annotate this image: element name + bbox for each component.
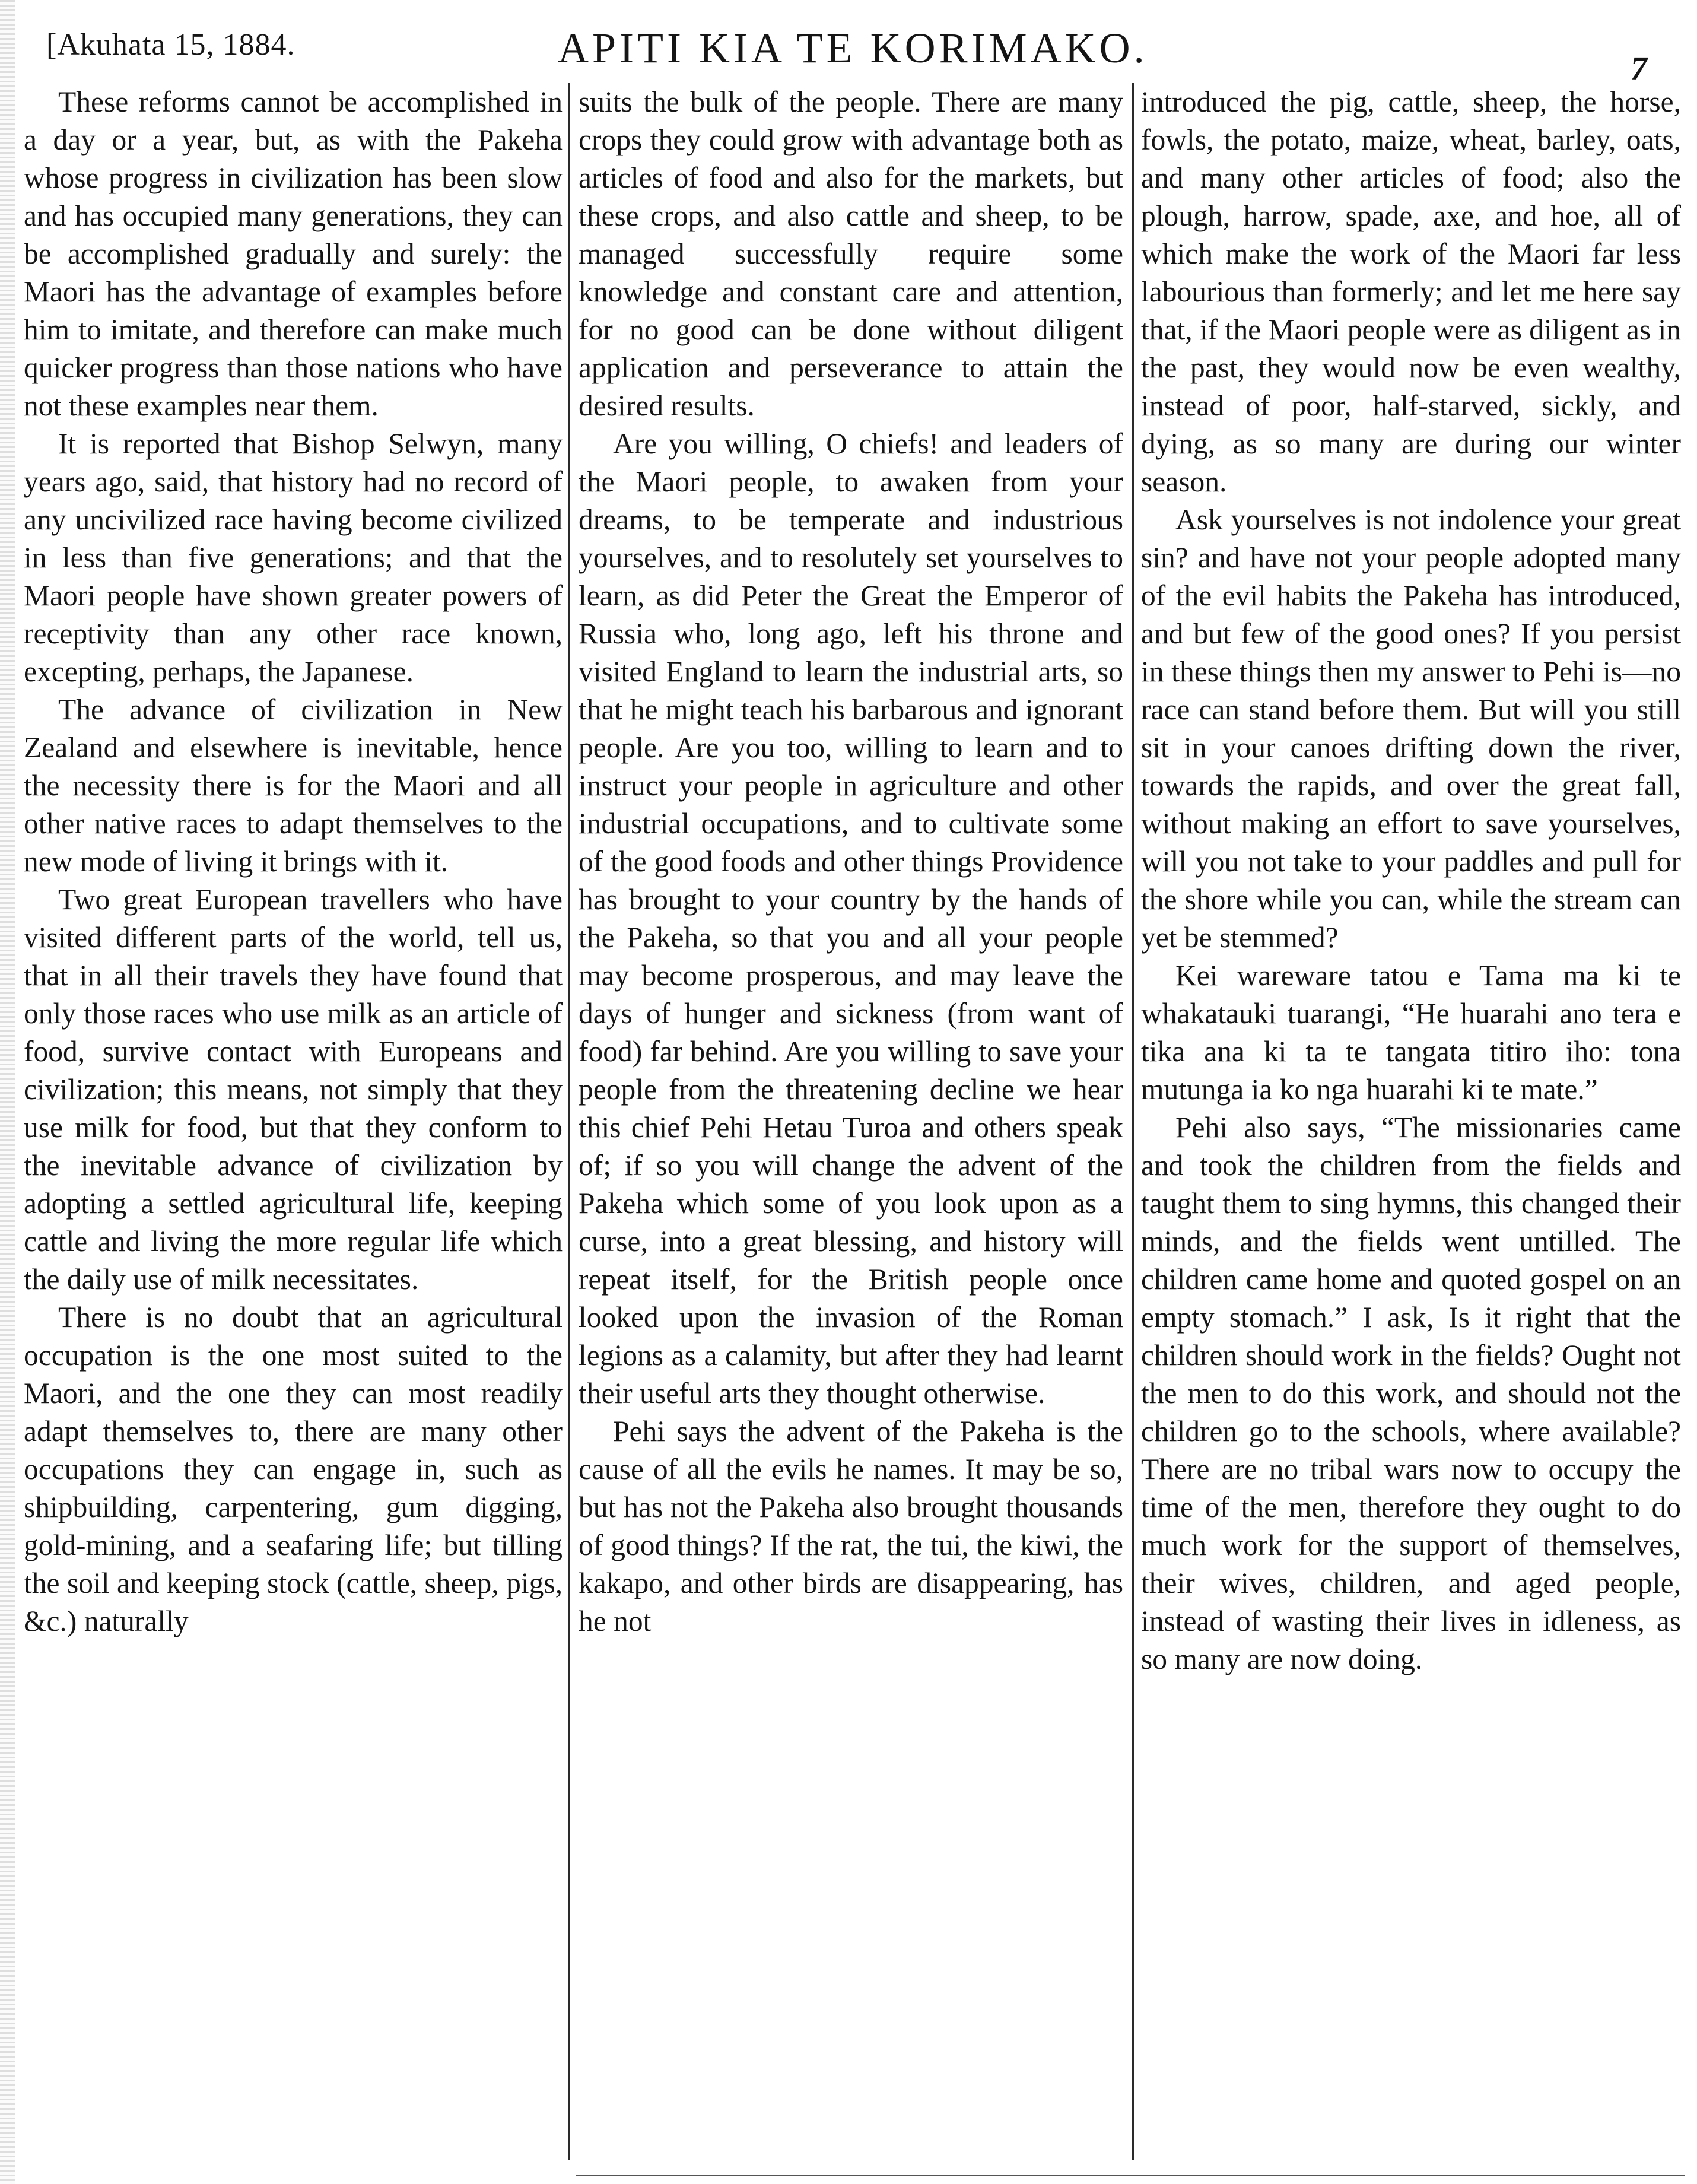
paragraph: Ask yourselves is not indolence your great sin? and have not your people adopted many of the evil habits the Pakeha has introduced, and but few of the good ones? If you persist in these things then my answer to Pehi is—no race can stand before them. But will you still sit in your canoes drifting down the river, towards the rapids, and over the great fall, without making an effort to save yourselves, will you not take to your paddles and pull for the shore while you can, while the stream can yet be stemmed?	[1141, 503, 1681, 954]
paragraph: There is no doubt that an agricultural occupation is the one most suited to the Maori, and the one they can most readily adapt themselves to, there are many other occupations they can engage in, such as shipbuilding, carpentering, gum digging, gold-mining, and a seafaring life; but tilling the soil and keeping stock (cattle, sheep, pigs, &c.) naturally	[24, 1301, 563, 1637]
text-column-2	[579, 83, 1123, 2160]
paragraph: Two great European travellers who have visited different parts of the world, tell us, that in all their travels they have found that only those races who use milk as an article of food, survive contact with Europeans and civilization; this means, not simply that they use milk for food, but that they conform to the inevitable advance of civilization by adopting a settled agricultural life, keeping cattle and living the more regular life which the daily use of milk necessitates.	[24, 883, 563, 1296]
paragraph: Are you willing, O chiefs! and leaders of the Maori people, to awaken from your dreams, to be temperate and industrious yourselves, and to resolutely set yourselves to learn, as did Peter the Great the Emperor of Russia who, long ago, left his throne and visited England to learn the industrial arts, so that he might teach his barbarous and ignorant people. Are you too, willing to learn and to instruct your people in agriculture and other industrial occupations, and to cultivate some of the good foods and other things Providence has brought to your country by the hands of the Pakeha, so that you and all your people may become prosperous, and may leave the days of hunger and sickness (from want of food) far behind. Are you willing to save your people from the threatening decline we hear this chief Pehi Hetau Turoa and others speak of; if so you will change the advent of the Pakeha which some of you look upon as a curse, into a great blessing, and history will repeat itself, for the British people once looked upon the invasion of the Roman legions as a calamity, but after they had learnt their useful arts they thought otherwise.	[579, 427, 1123, 1410]
bottom-rule	[576, 2175, 1685, 2176]
paragraph: introduced the pig, cattle, sheep, the horse, fowls, the potato, maize, wheat, barley, oats, and many other articles of food; also the plough, harrow, spade, axe, and hoe, all of which make the work of the Maori far less labourious than formerly; and let me here say that, if the Maori people were as diligent as in the past, they would now be even wealthy, instead of poor, half-starved, sickly, and dying, as so many are during our winter season.	[1141, 85, 1681, 498]
column-rule	[1132, 83, 1134, 2160]
paragraph: The advance of civilization in New Zealand and elsewhere is inevitable, hence the necessity there is for the Maori and all other native races to adapt themselves to the new mode of living it brings with it.	[24, 693, 563, 878]
paragraph: Pehi also says, “The missionaries came and took the children from the fields and taught them to sing hymns, this changed their minds, and the fields went untilled. The children came home and quoted gospel on an empty stomach.” I ask, Is it right that the children should work in the fields? Ought not the men to do this work, and should not the children go to the schools, where available? There are no tribal wars now to occupy the time of the men, therefore they ought to do much work for the support of themselves, their wives, children, and aged people, instead of wasting their lives in idleness, as so many are now doing.	[1141, 1111, 1681, 1675]
text-column-1	[24, 83, 563, 2160]
paragraph: These reforms cannot be accomplished in a day or a year, but, as with the Pakeha whose progress in civilization has been slow and has occupied many generations, they can be accomplished gradually and surely: the Maori has the advantage of examples before him to imitate, and therefore can make much quicker progress than those nations who have not these examples near them.	[24, 85, 563, 422]
header-date: [Akuhata 15, 1884.	[46, 28, 295, 62]
text-column-3	[1141, 83, 1681, 2160]
page-binding-edge	[0, 0, 15, 2184]
page-header	[24, 17, 1685, 87]
paragraph: suits the bulk of the people. There are many crops they could grow with advantage both as articles of food and also for the markets, but these crops, and also cattle and sheep, to be managed successfully require some knowledge and constant care and attention, for no good can be done without diligent application and perseverance to attain the desired results.	[579, 85, 1123, 422]
paragraph: Pehi says the advent of the Pakeha is the cause of all the evils he names. It may be so, but has not the Pakeha also brought thousands of good things? If the rat, the tui, the kiwi, the kakapo, and other birds are disappearing, has he not	[579, 1415, 1123, 1637]
paragraph: It is reported that Bishop Selwyn, many years ago, said, that history had no record of any uncivilized race having become civilized in less than five generations; and that the Maori people have shown greater powers of receptivity than any other race known, excepting, perhaps, the Japanese.	[24, 427, 563, 688]
page-number: 7	[1631, 50, 1647, 87]
column-rule	[568, 83, 570, 2160]
header-title: APITI KIA TE KORIMAKO.	[558, 24, 1148, 72]
paragraph: Kei wareware tatou e Tama ma ki te whakatauki tuarangi, “He huarahi ano tera e tika ana ki ta te tangata titiro iho: tona mutunga ia ko nga huarahi ki te mate.”	[1141, 959, 1681, 1106]
